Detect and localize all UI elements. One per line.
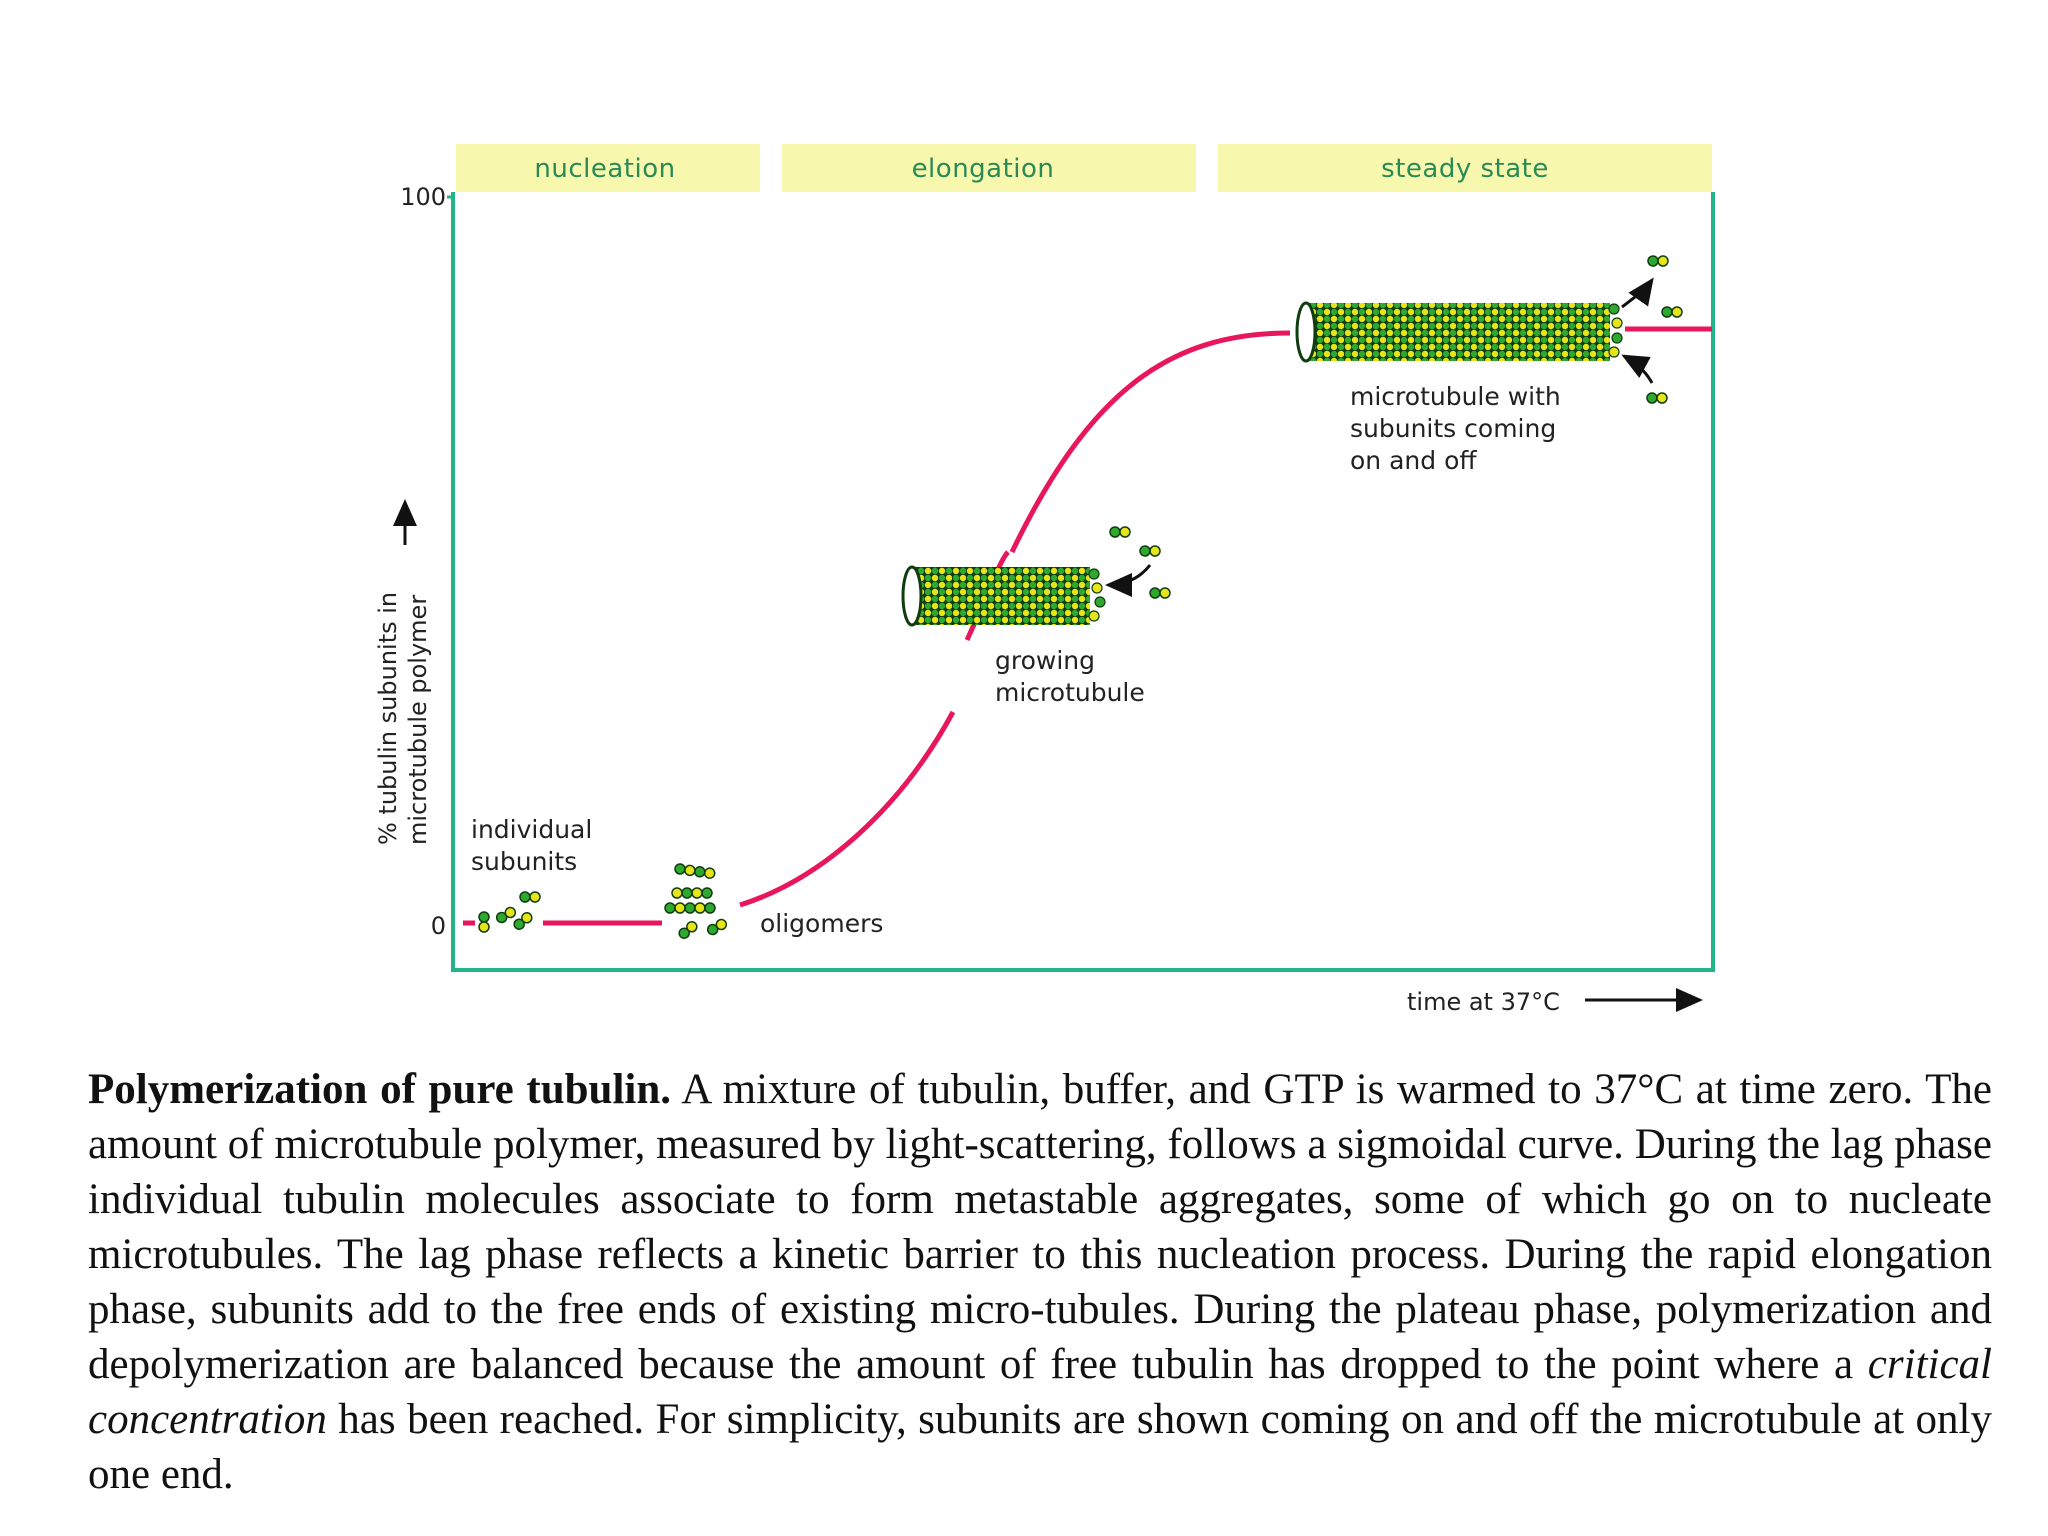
phase-label-nucleation: nucleation [534, 154, 676, 184]
subunit-addition-arrow [1108, 565, 1150, 585]
label-oligomers: oligomers [760, 909, 884, 938]
label-steady-microtubule-line2: subunits coming [1350, 414, 1557, 443]
individual-subunits-glyphs [479, 892, 540, 932]
phase-label-elongation: elongation [911, 154, 1055, 184]
label-growing-microtubule-line1: growing [995, 646, 1095, 675]
tubulin-dimer-icon [495, 906, 517, 925]
growing-microtubule-end [903, 567, 921, 625]
y-tick-100: 100 [400, 183, 446, 211]
y-axis-title [374, 592, 432, 845]
caption-text-part2: has been reached. For simplicity, subunits are shown coming on and off the microtubule at only one end. [88, 1396, 1992, 1498]
incoming-subunits [1110, 527, 1170, 598]
tubulin-dimer-icon [1110, 527, 1130, 537]
curve-lag-to-elongation [740, 712, 953, 905]
figure-caption [88, 1062, 1992, 1502]
subunit-off-arrow [1622, 280, 1652, 307]
label-individual-subunits-line2: subunits [471, 847, 578, 876]
phase-label-steady-state: steady state [1381, 154, 1549, 184]
label-steady-microtubule-line1: microtubule with [1350, 382, 1561, 411]
tubulin-dimer-icon [1140, 546, 1160, 556]
steady-tip-protofilaments [1609, 304, 1622, 357]
oligomer-cluster [665, 863, 728, 940]
x-axis-title: time at 37°C [1407, 988, 1560, 1016]
steady-state-microtubule [1297, 303, 1622, 361]
caption-emphasis: critical concentration [88, 1341, 1992, 1443]
tubulin-dimer-icon [1662, 307, 1682, 317]
label-steady-microtubule-line3: on and off [1350, 446, 1477, 475]
oligomer-row [674, 863, 715, 878]
caption-text-part1: A mixture of tubulin, buffer, and GTP is warmed to 37°C at time zero. The amount of microtubule polymer, measured by light-scattering, follows a sigmoidal curve. During the lag phase individual tubulin molecules associate to form metastable aggregates, some of which go on to nucleate microtubules. The lag phase reflects a kinetic barrier to this nucleation process. During the rapid elongation phase, subunits add to the free ends of existing micro-tubules. During the plateau phase, polymerization and depolymerization are balanced because the amount of free tubulin has dropped to the point where a [88, 1066, 1992, 1388]
phase-bands [456, 144, 1712, 192]
tubulin-dimer-icon [706, 918, 728, 937]
y-tick-0: 0 [430, 912, 446, 940]
y-axis-title-line2: microtubule polymer [404, 594, 432, 845]
steady-microtubule-end [1297, 303, 1315, 361]
growing-tip-protofilaments [1089, 569, 1105, 621]
curve-elongation-to-plateau [1012, 333, 1290, 552]
tubulin-dimer-icon [479, 912, 489, 932]
label-growing-microtubule-line2: microtubule [995, 678, 1145, 707]
tubulin-dimer-icon [1150, 588, 1170, 598]
subunit-on-arrow [1624, 356, 1652, 383]
tubulin-dimer-icon [1647, 393, 1667, 403]
y-axis-title-line1: % tubulin subunits in [374, 591, 402, 845]
tubulin-dimer-icon [1648, 256, 1668, 266]
oligomer-row [672, 888, 712, 898]
tubulin-dimer-icon [520, 892, 540, 902]
growing-microtubule-body [910, 567, 1090, 625]
steady-microtubule-body [1304, 303, 1610, 361]
caption-title: Polymerization of pure tubulin. [88, 1066, 672, 1113]
oligomer-row [665, 903, 715, 913]
tubulin-dimer-icon [677, 920, 699, 941]
growing-microtubule [903, 567, 1105, 625]
label-individual-subunits-line1: individual [471, 815, 593, 844]
